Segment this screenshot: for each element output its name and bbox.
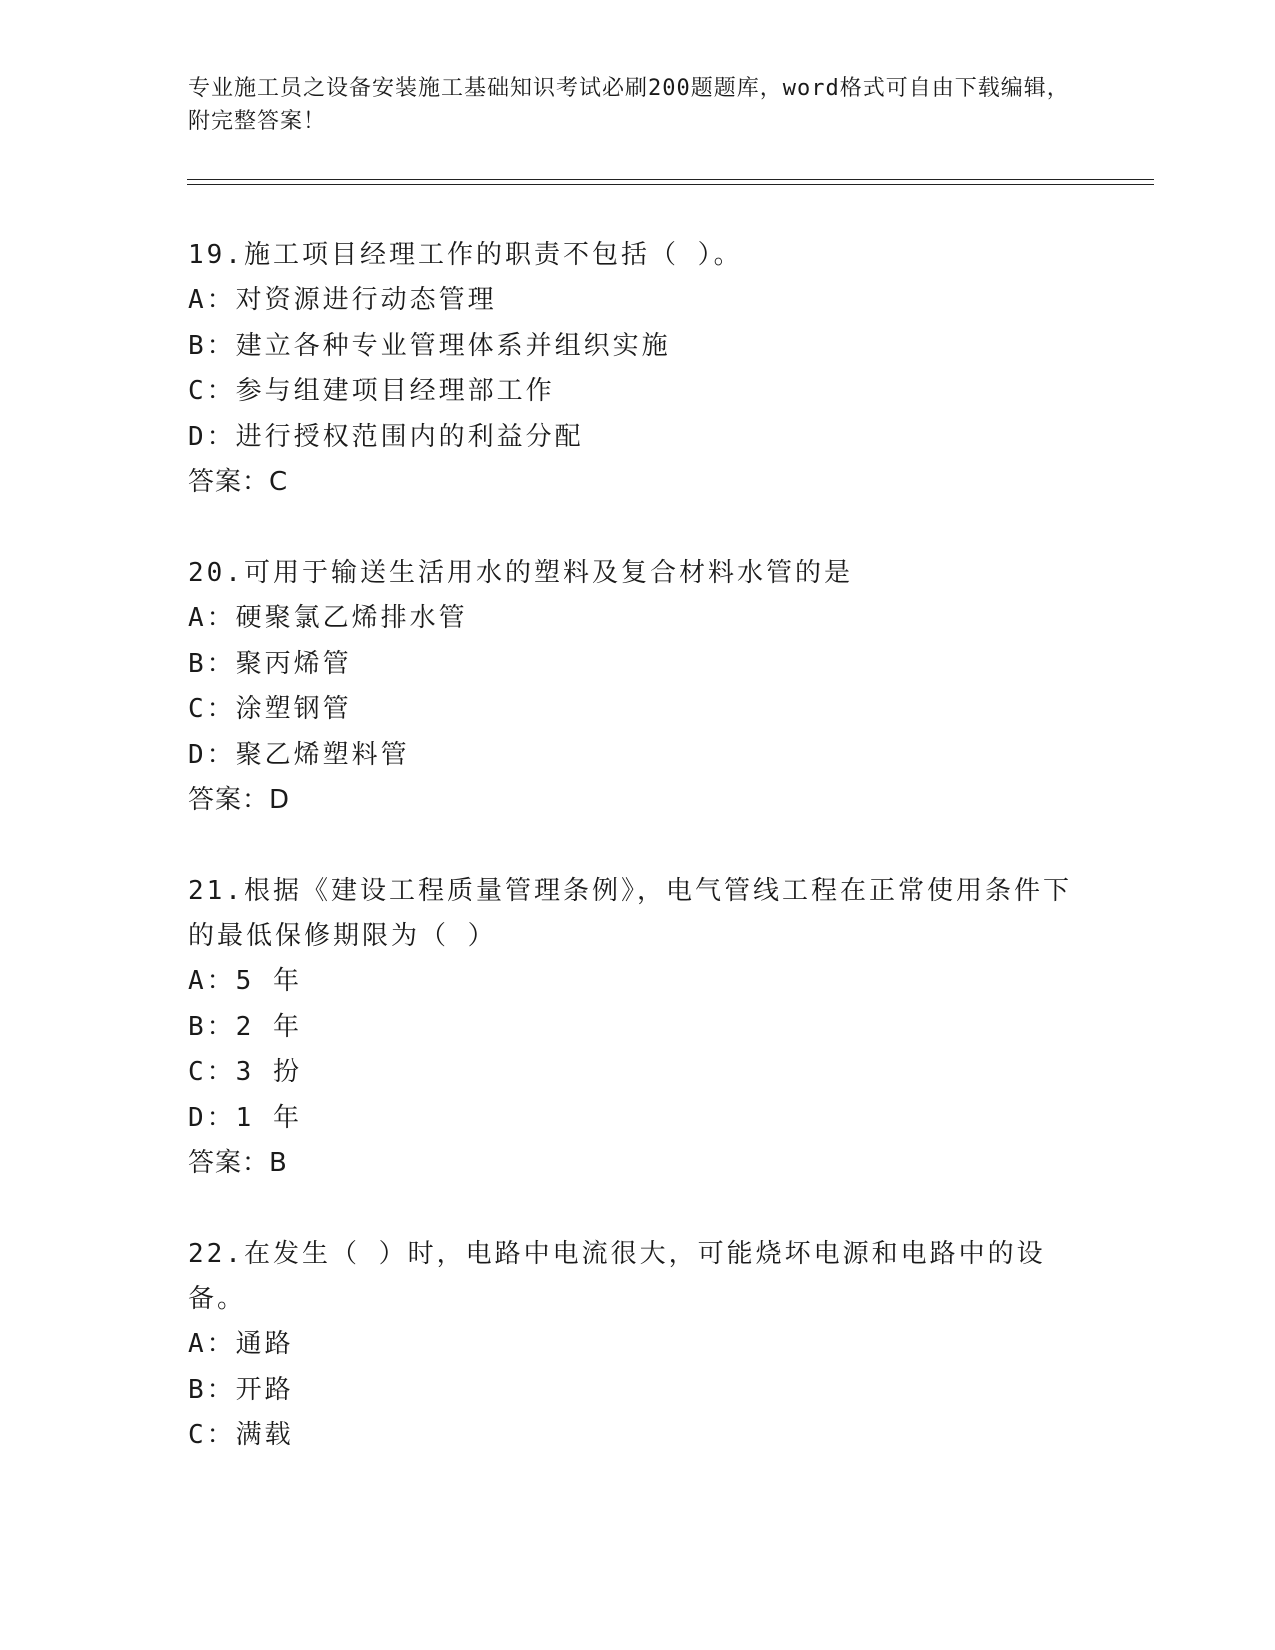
header-divider-top — [187, 179, 1154, 180]
question-stem: 20.可用于输送生活用水的塑料及复合材料水管的是 — [188, 558, 853, 588]
answer: 答案：B — [188, 1148, 288, 1178]
question-19 — [188, 233, 1088, 506]
option-a: A：通路 — [188, 1329, 294, 1359]
question-20 — [188, 551, 1088, 824]
answer: 答案：C — [188, 467, 289, 497]
option-d: D：1 年 — [188, 1102, 302, 1133]
option-d: D：聚乙烯塑料管 — [188, 739, 410, 770]
option-a: A：对资源进行动态管理 — [188, 285, 497, 315]
option-b: B：建立各种专业管理体系并组织实施 — [188, 330, 671, 361]
question-22 — [188, 1232, 1088, 1459]
option-c: C：参与组建项目经理部工作 — [188, 376, 555, 406]
question-stem: 22.在发生（ ）时，电路中电流很大，可能烧坏电源和电路中的设备。 — [188, 1239, 1046, 1314]
answer: 答案：D — [188, 785, 291, 815]
option-d: D：进行授权范围内的利益分配 — [188, 421, 584, 452]
document-header: 专业施工员之设备安装施工基础知识考试必刷200题题库，word格式可自由下载编辑，附完整答案！ — [188, 76, 1070, 134]
option-b: B：2 年 — [188, 1011, 302, 1042]
question-21 — [188, 869, 1088, 1187]
option-b: B：开路 — [188, 1374, 294, 1405]
option-a: A：5 年 — [188, 966, 302, 996]
option-c: C：3 扮 — [188, 1057, 302, 1087]
header-divider-bottom — [187, 184, 1154, 185]
option-b: B：聚丙烯管 — [188, 648, 352, 679]
question-stem: 21.根据《建设工程质量管理条例》，电气管线工程在正常使用条件下的最低保修期限为（ ） — [188, 876, 1072, 951]
option-c: C：涂塑钢管 — [188, 694, 352, 724]
question-stem: 19.施工项目经理工作的职责不包括（ ）。 — [188, 240, 743, 270]
option-c: C：满载 — [188, 1420, 294, 1450]
option-a: A：硬聚氯乙烯排水管 — [188, 603, 468, 633]
